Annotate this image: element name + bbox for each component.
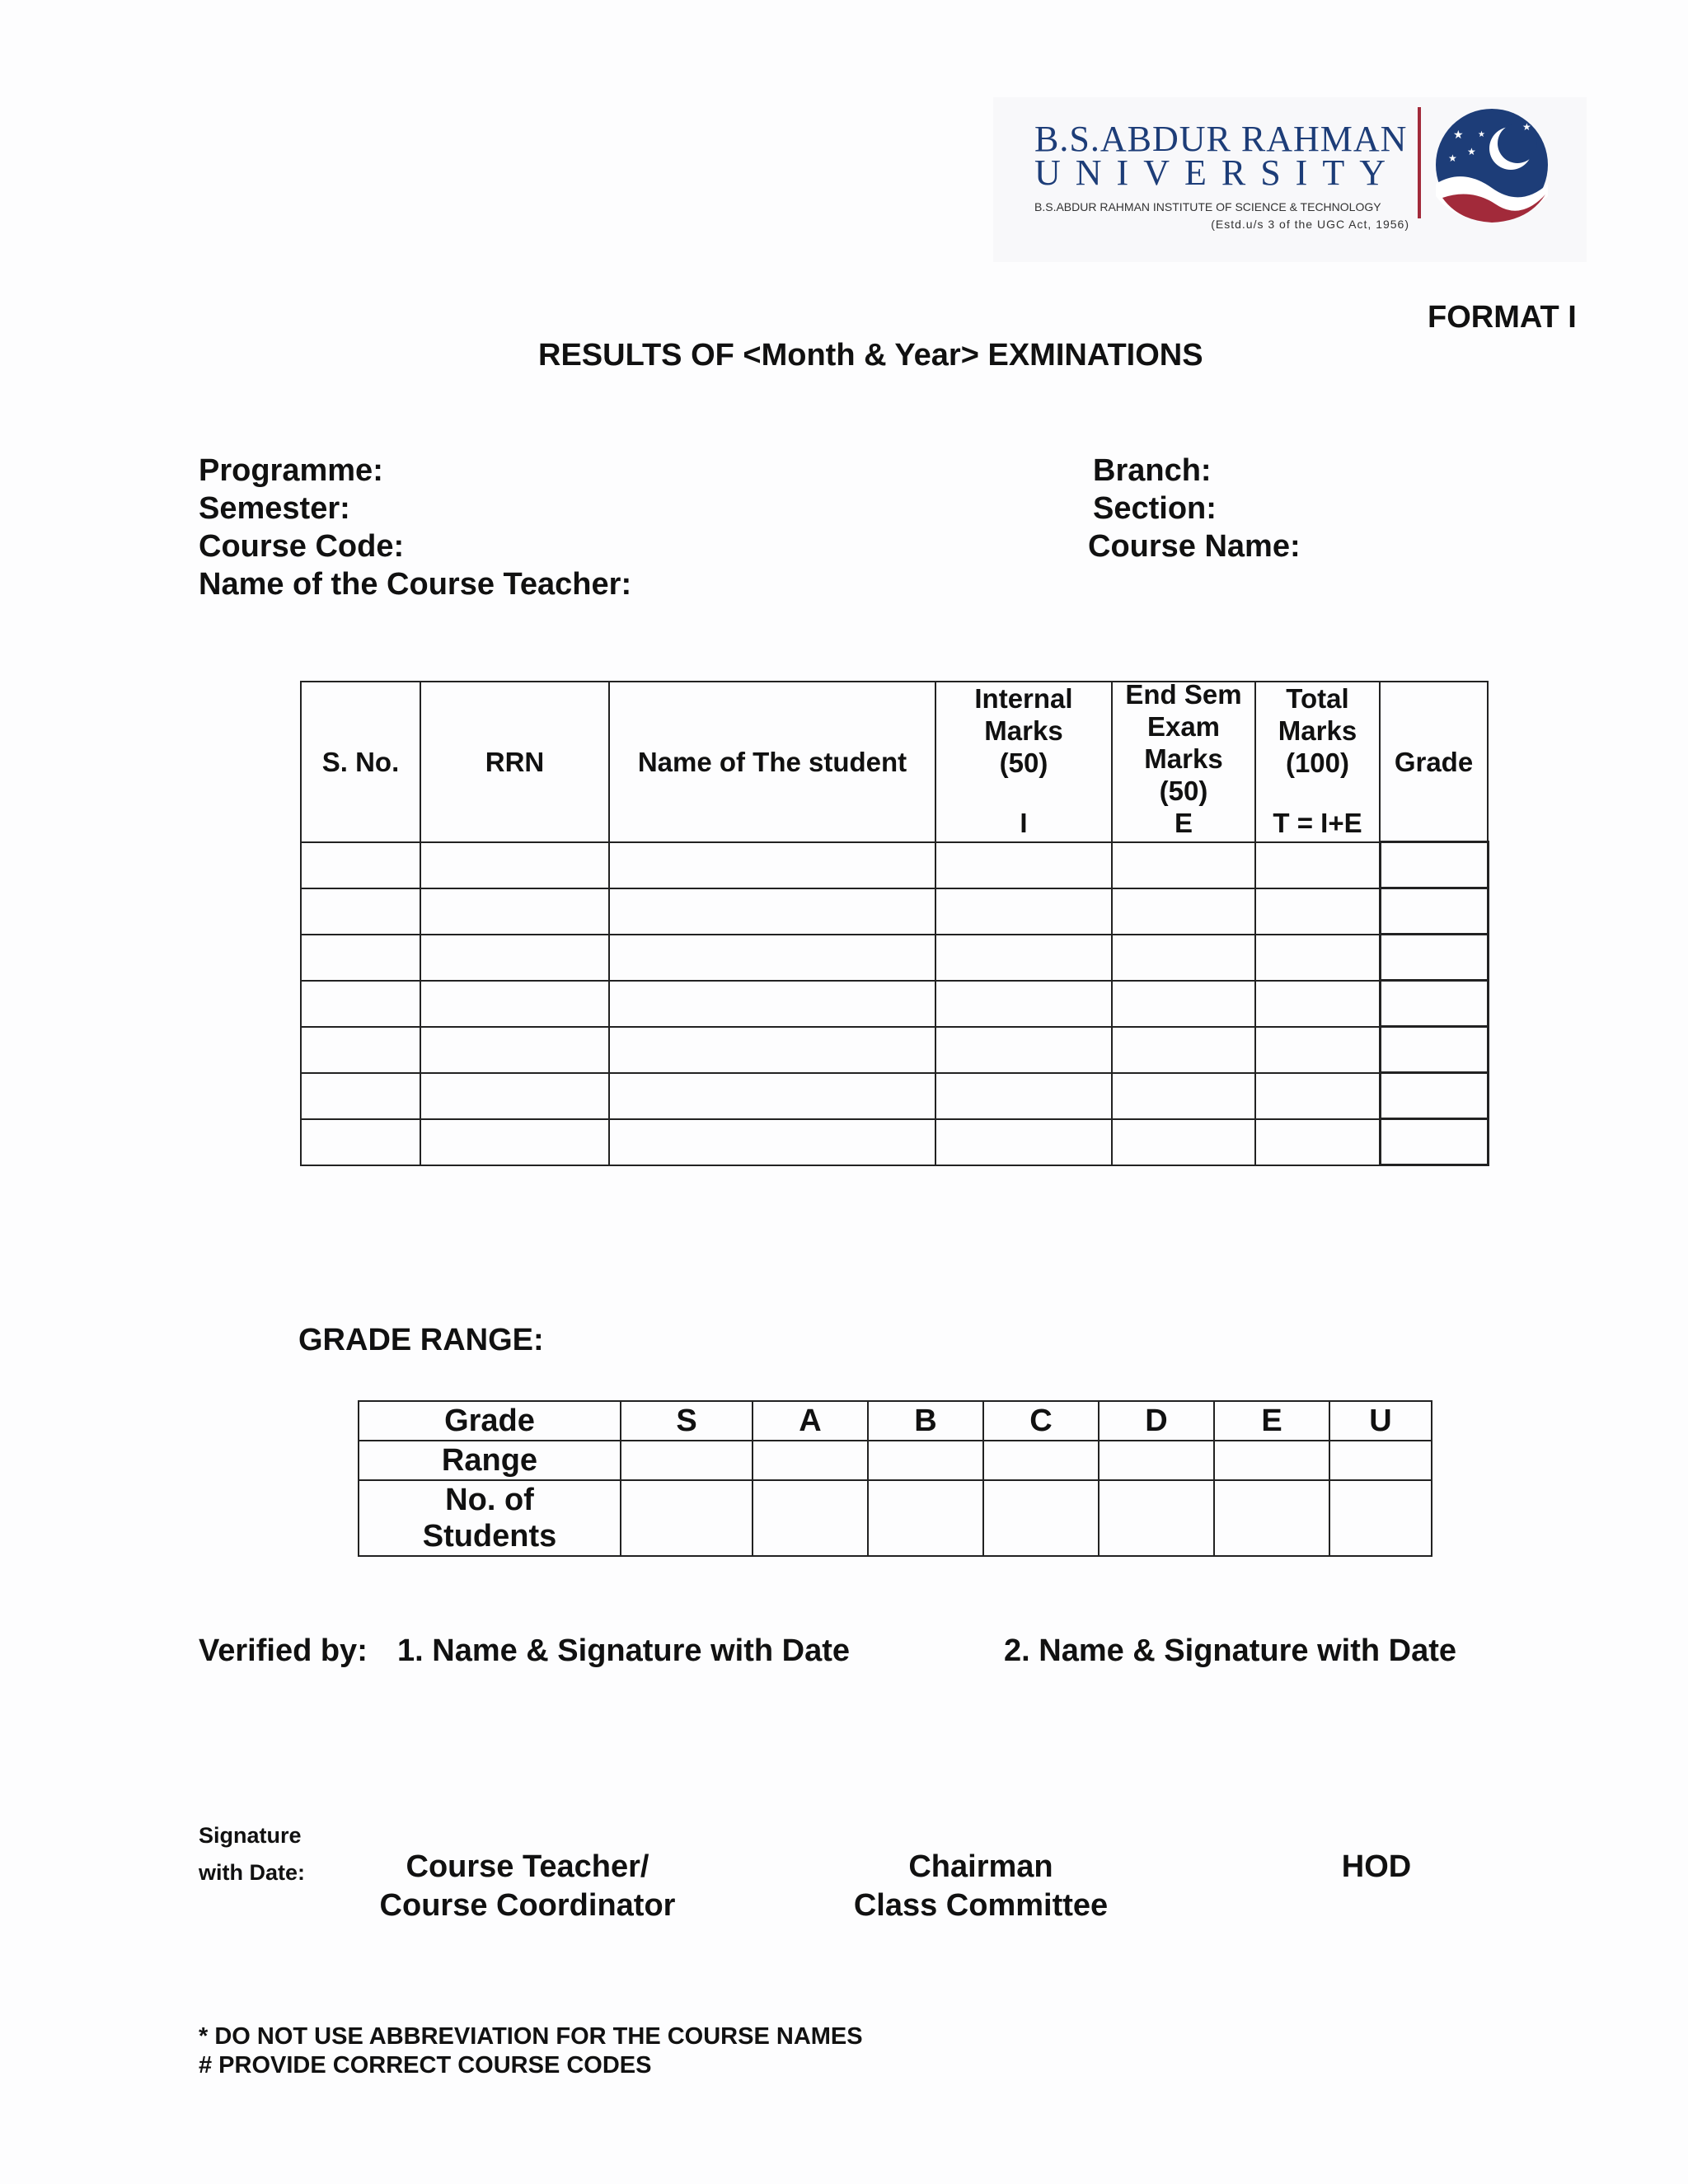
signature-label-line2: with Date: — [199, 1860, 306, 1885]
internal-marks-cell[interactable] — [935, 981, 1112, 1027]
grade-cell[interactable] — [1380, 888, 1488, 935]
table-row — [301, 1027, 1488, 1073]
course-teacher-label: Name of the Course Teacher: — [199, 567, 632, 602]
verified-signature-2: 2. Name & Signature with Date — [1004, 1633, 1457, 1668]
range-cell[interactable] — [753, 1441, 868, 1480]
course-teacher-signature — [354, 1848, 701, 1925]
chairman-signature — [816, 1848, 1146, 1925]
student-name-cell[interactable] — [609, 935, 935, 981]
rrn-cell[interactable] — [420, 1027, 609, 1073]
header-grade: Grade — [1380, 682, 1488, 842]
total-marks-cell[interactable] — [1255, 1027, 1380, 1073]
end-sem-marks-cell[interactable] — [1112, 888, 1255, 935]
table-row — [301, 935, 1488, 981]
student-name-cell[interactable] — [609, 888, 935, 935]
grade-s: S — [621, 1401, 753, 1441]
internal-marks-cell[interactable] — [935, 1073, 1112, 1119]
svg-text:★: ★ — [1522, 121, 1531, 133]
logo-divider — [1418, 107, 1421, 218]
results-table — [300, 681, 1489, 1166]
range-row-label: Range — [359, 1441, 621, 1480]
total-marks-cell[interactable] — [1255, 935, 1380, 981]
grade-range-heading: GRADE RANGE: — [298, 1323, 544, 1357]
rrn-cell[interactable] — [420, 842, 609, 888]
signature-label-line1: Signature — [199, 1823, 302, 1848]
grade-d: D — [1099, 1401, 1214, 1441]
table-row — [301, 1073, 1488, 1119]
total-marks-cell[interactable] — [1255, 1119, 1380, 1165]
header-sno: S. No. — [301, 682, 420, 842]
students-count-cell[interactable] — [1214, 1480, 1329, 1556]
header-rrn: RRN — [420, 682, 609, 842]
sno-cell[interactable] — [301, 1073, 420, 1119]
course-teacher-title: Course Teacher/ — [406, 1849, 649, 1884]
course-name-label: Course Name: — [1088, 529, 1301, 564]
rrn-cell[interactable] — [420, 935, 609, 981]
rrn-cell[interactable] — [420, 1073, 609, 1119]
end-sem-marks-cell[interactable] — [1112, 935, 1255, 981]
students-count-cell[interactable] — [753, 1480, 868, 1556]
grade-c: C — [983, 1401, 1099, 1441]
course-coordinator-title: Course Coordinator — [379, 1888, 676, 1923]
class-committee-title: Class Committee — [853, 1888, 1109, 1923]
results-header-row — [301, 682, 1488, 842]
range-cell[interactable] — [1099, 1441, 1214, 1480]
students-count-cell[interactable] — [1099, 1480, 1214, 1556]
students-count-cell[interactable] — [1329, 1480, 1432, 1556]
university-logo — [993, 97, 1587, 262]
end-sem-marks-cell[interactable] — [1112, 981, 1255, 1027]
table-row — [301, 1119, 1488, 1165]
student-name-cell[interactable] — [609, 842, 935, 888]
grade-row — [359, 1401, 1432, 1441]
end-sem-marks-cell[interactable] — [1112, 1027, 1255, 1073]
range-cell[interactable] — [621, 1441, 753, 1480]
table-row — [301, 888, 1488, 935]
header-end-sem-marks: End Sem Exam Marks (50) E — [1112, 682, 1255, 842]
grade-cell[interactable] — [1380, 842, 1488, 888]
logo-estd-text: (Estd.u/s 3 of the UGC Act, 1956) — [1211, 218, 1409, 231]
student-name-cell[interactable] — [609, 1027, 935, 1073]
range-cell[interactable] — [1214, 1441, 1329, 1480]
grade-cell[interactable] — [1380, 1119, 1488, 1165]
programme-label: Programme: — [199, 453, 383, 488]
svg-text:★: ★ — [1467, 146, 1476, 157]
branch-label: Branch: — [1093, 453, 1212, 488]
rrn-cell[interactable] — [420, 1119, 609, 1165]
grade-e: E — [1214, 1401, 1329, 1441]
range-cell[interactable] — [983, 1441, 1099, 1480]
svg-text:★: ★ — [1478, 130, 1485, 139]
sno-cell[interactable] — [301, 1119, 420, 1165]
end-sem-marks-cell[interactable] — [1112, 1073, 1255, 1119]
verified-signature-1: 1. Name & Signature with Date — [397, 1633, 851, 1668]
svg-text:★: ★ — [1448, 152, 1457, 164]
verified-by-label: Verified by: — [199, 1633, 368, 1668]
total-marks-cell[interactable] — [1255, 888, 1380, 935]
range-cell[interactable] — [868, 1441, 983, 1480]
logo-institute-text: B.S.ABDUR RAHMAN INSTITUTE OF SCIENCE & TECHNOLOGY — [1034, 200, 1381, 213]
logo-name-line1: B.S.ABDUR RAHMAN — [1034, 119, 1408, 159]
total-marks-cell[interactable] — [1255, 1073, 1380, 1119]
internal-marks-cell[interactable] — [935, 1027, 1112, 1073]
grade-row-label: Grade — [359, 1401, 621, 1441]
range-cell[interactable] — [1329, 1441, 1432, 1480]
total-marks-cell[interactable] — [1255, 842, 1380, 888]
hod-title: HOD — [1341, 1849, 1412, 1884]
format-label: FORMAT I — [1428, 300, 1577, 335]
internal-marks-cell[interactable] — [935, 935, 1112, 981]
rrn-cell[interactable] — [420, 888, 609, 935]
students-count-row-label: No. of Students — [359, 1480, 621, 1556]
students-count-cell[interactable] — [621, 1480, 753, 1556]
logo-name-line2: UNIVERSITY — [1034, 152, 1400, 193]
grade-cell[interactable] — [1380, 1073, 1488, 1119]
students-count-cell[interactable] — [983, 1480, 1099, 1556]
grade-cell[interactable] — [1380, 981, 1488, 1027]
table-row — [301, 842, 1488, 888]
range-row — [359, 1441, 1432, 1480]
grade-a: A — [753, 1401, 868, 1441]
grade-u: U — [1329, 1401, 1432, 1441]
end-sem-marks-cell[interactable] — [1112, 842, 1255, 888]
sno-cell[interactable] — [301, 981, 420, 1027]
section-label: Section: — [1093, 491, 1217, 526]
grade-range-table — [358, 1400, 1432, 1557]
header-internal-marks: Internal Marks (50) I — [935, 682, 1112, 842]
student-name-cell[interactable] — [609, 1073, 935, 1119]
hod-signature — [1335, 1848, 1418, 1886]
grade-cell[interactable] — [1380, 935, 1488, 981]
note-course-codes: # PROVIDE CORRECT COURSE CODES — [199, 2052, 652, 2079]
semester-label: Semester: — [199, 491, 350, 526]
grade-cell[interactable] — [1380, 1027, 1488, 1073]
note-abbreviation: * DO NOT USE ABBREVIATION FOR THE COURSE NAMES — [199, 2023, 863, 2050]
header-total-marks: Total Marks (100) T = I+E — [1255, 682, 1380, 842]
internal-marks-cell[interactable] — [935, 842, 1112, 888]
table-row — [301, 981, 1488, 1027]
internal-marks-cell[interactable] — [935, 1119, 1112, 1165]
total-marks-cell[interactable] — [1255, 981, 1380, 1027]
sno-cell[interactable] — [301, 888, 420, 935]
header-student-name: Name of The student — [609, 682, 935, 842]
chairman-title: Chairman — [908, 1849, 1053, 1884]
sno-cell[interactable] — [301, 935, 420, 981]
students-count-row — [359, 1480, 1432, 1556]
svg-text:★: ★ — [1453, 128, 1464, 141]
sno-cell[interactable] — [301, 842, 420, 888]
rrn-cell[interactable] — [420, 981, 609, 1027]
sno-cell[interactable] — [301, 1027, 420, 1073]
university-emblem-icon — [1430, 105, 1554, 229]
student-name-cell[interactable] — [609, 981, 935, 1027]
internal-marks-cell[interactable] — [935, 888, 1112, 935]
course-code-label: Course Code: — [199, 529, 405, 564]
student-name-cell[interactable] — [609, 1119, 935, 1165]
students-count-cell[interactable] — [868, 1480, 983, 1556]
page-title: RESULTS OF <Month & Year> EXMINATIONS — [538, 338, 1203, 373]
end-sem-marks-cell[interactable] — [1112, 1119, 1255, 1165]
grade-b: B — [868, 1401, 983, 1441]
